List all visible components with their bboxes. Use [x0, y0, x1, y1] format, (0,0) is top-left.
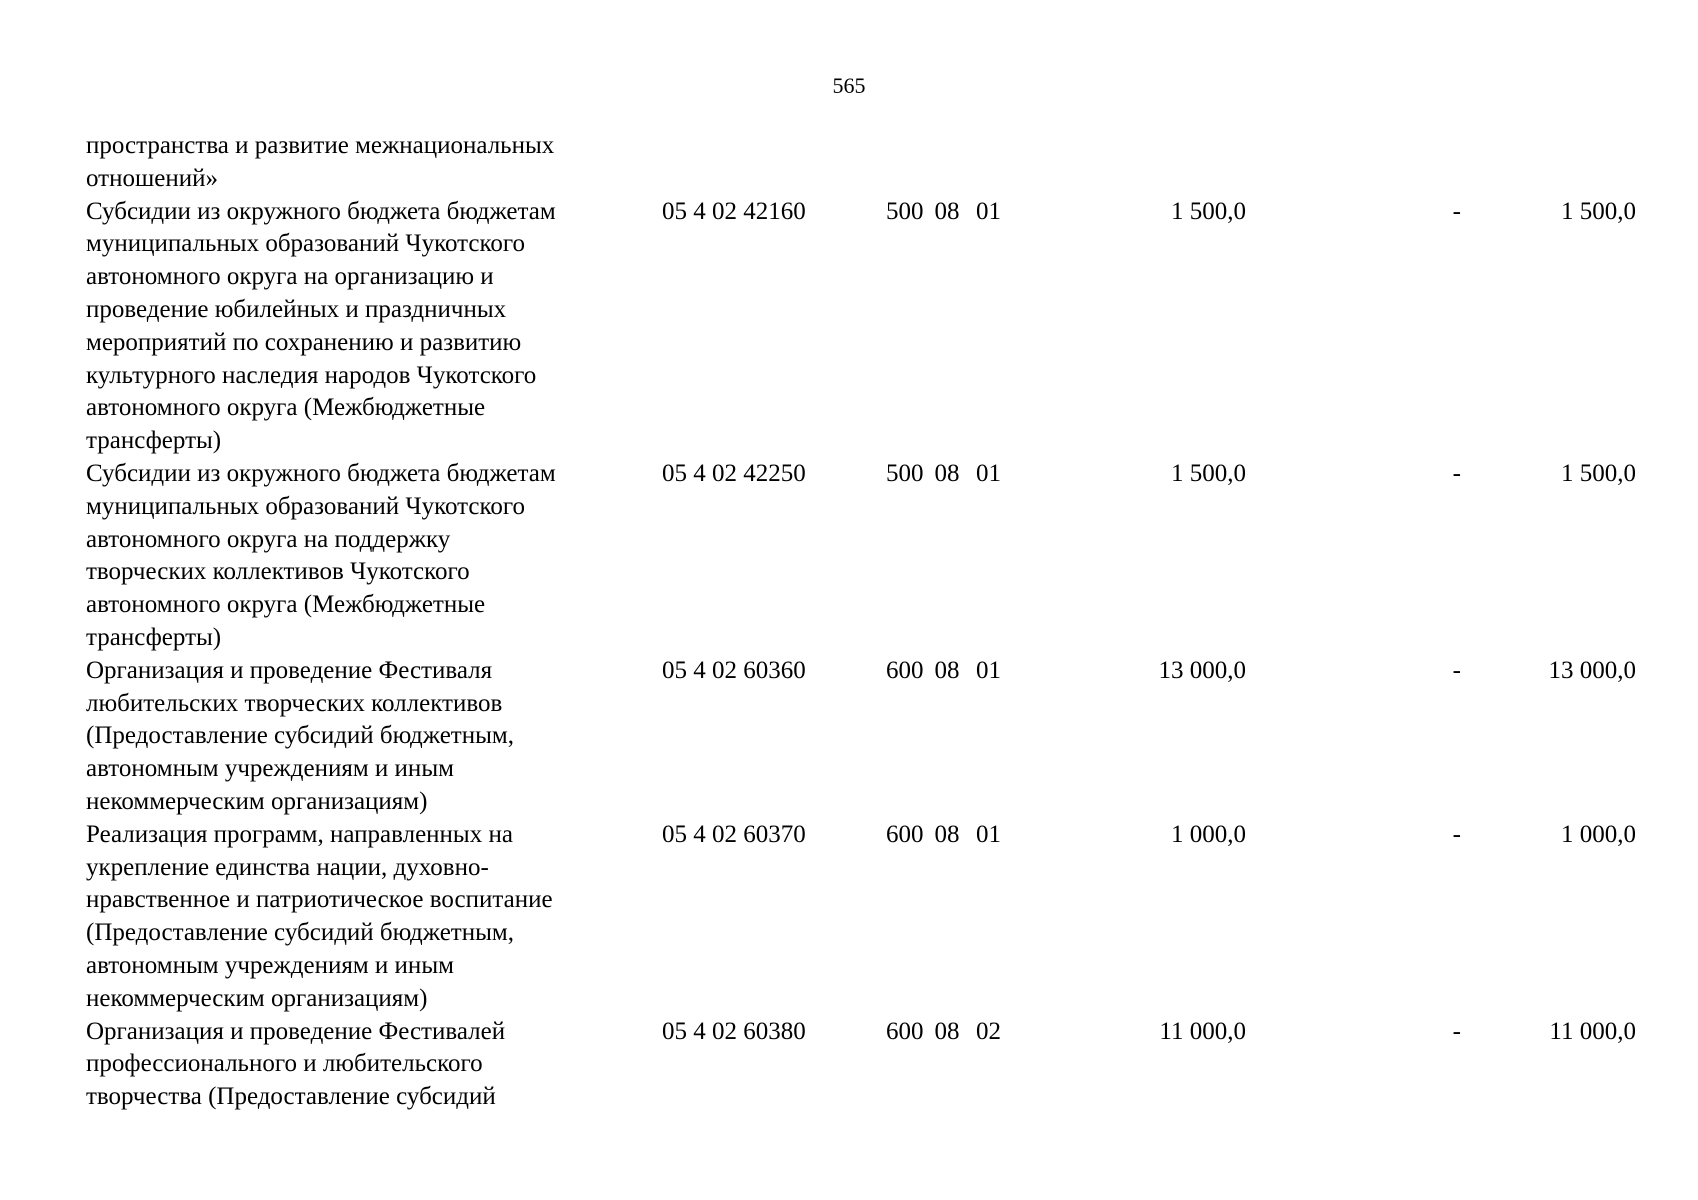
expense-type-code: 500	[886, 197, 924, 225]
table-row	[86, 196, 1636, 458]
target-article-code: 05 4 02 60380	[662, 1017, 806, 1045]
target-article-code: 05 4 02 42250	[662, 459, 806, 487]
table-row	[86, 1016, 1636, 1114]
amount-federal: -	[1452, 459, 1461, 487]
continuation-row	[86, 130, 1636, 196]
amount-regional: 1 000,0	[1561, 820, 1636, 848]
section-code: 08	[934, 197, 960, 225]
row-name-cell: пространства и развитие межнациональных отношений»	[86, 132, 555, 192]
amount-regional: 1 500,0	[1561, 197, 1636, 225]
subsection-code: 01	[976, 656, 1001, 684]
amount-total: 1 000,0	[1171, 820, 1246, 848]
amount-federal: -	[1452, 820, 1461, 848]
amount-regional: 11 000,0	[1549, 1017, 1636, 1045]
section-code: 08	[934, 459, 960, 487]
subsection-code: 01	[976, 820, 1001, 848]
subsection-code: 01	[976, 197, 1001, 225]
row-name-cell: Организация и проведение Фестивалей профессионального и любительского творчества (Предоставление субсидий	[86, 1017, 506, 1111]
budget-table	[86, 130, 1636, 1114]
table-row	[86, 819, 1636, 1016]
subsection-code: 02	[976, 1017, 1001, 1045]
row-name-cell: Организация и проведение Фестиваля любительских творческих коллективов (Предоставление субсидий бюджетным, автономным учреждениям и иным некоммерческим организациям)	[86, 656, 514, 815]
target-article-code: 05 4 02 60360	[662, 656, 806, 684]
target-article-code: 05 4 02 60370	[662, 820, 806, 848]
amount-total: 1 500,0	[1171, 197, 1246, 225]
target-article-code: 05 4 02 42160	[662, 197, 806, 225]
row-name-cell: Субсидии из окружного бюджета бюджетам муниципальных образований Чукотского автономного округа на организацию и проведение юбилейных и праздничных мероприятий по сохранению и развитию культурного наследия народов Чукотского автономного округа (Межбюджетные трансферты)	[86, 197, 556, 455]
amount-total: 1 500,0	[1171, 459, 1246, 487]
table-row	[86, 458, 1636, 655]
amount-federal: -	[1452, 197, 1461, 225]
section-code: 08	[934, 656, 960, 684]
expense-type-code: 600	[886, 656, 924, 684]
row-name-cell: Субсидии из окружного бюджета бюджетам муниципальных образований Чукотского автономного округа на поддержку творческих коллективов Чукотского автономного округа (Межбюджетные трансферты)	[86, 459, 556, 651]
amount-regional: 13 000,0	[1548, 656, 1636, 684]
amount-total: 11 000,0	[1159, 1017, 1246, 1045]
section-code: 08	[934, 1017, 960, 1045]
subsection-code: 01	[976, 459, 1001, 487]
row-name-cell: Реализация программ, направленных на укрепление единства нации, духовно- нравственное и патриотическое воспитание (Предоставление субсидий бюджетным, автономным учреждениям и иным некоммерческим организациям)	[86, 820, 553, 1012]
amount-federal: -	[1452, 1017, 1461, 1045]
table-row	[86, 655, 1636, 819]
amount-federal: -	[1452, 656, 1461, 684]
page-number: 565	[832, 73, 866, 98]
amount-total: 13 000,0	[1158, 656, 1246, 684]
amount-regional: 1 500,0	[1561, 459, 1636, 487]
expense-type-code: 600	[886, 1017, 924, 1045]
expense-type-code: 500	[886, 459, 924, 487]
expense-type-code: 600	[886, 820, 924, 848]
section-code: 08	[934, 820, 960, 848]
